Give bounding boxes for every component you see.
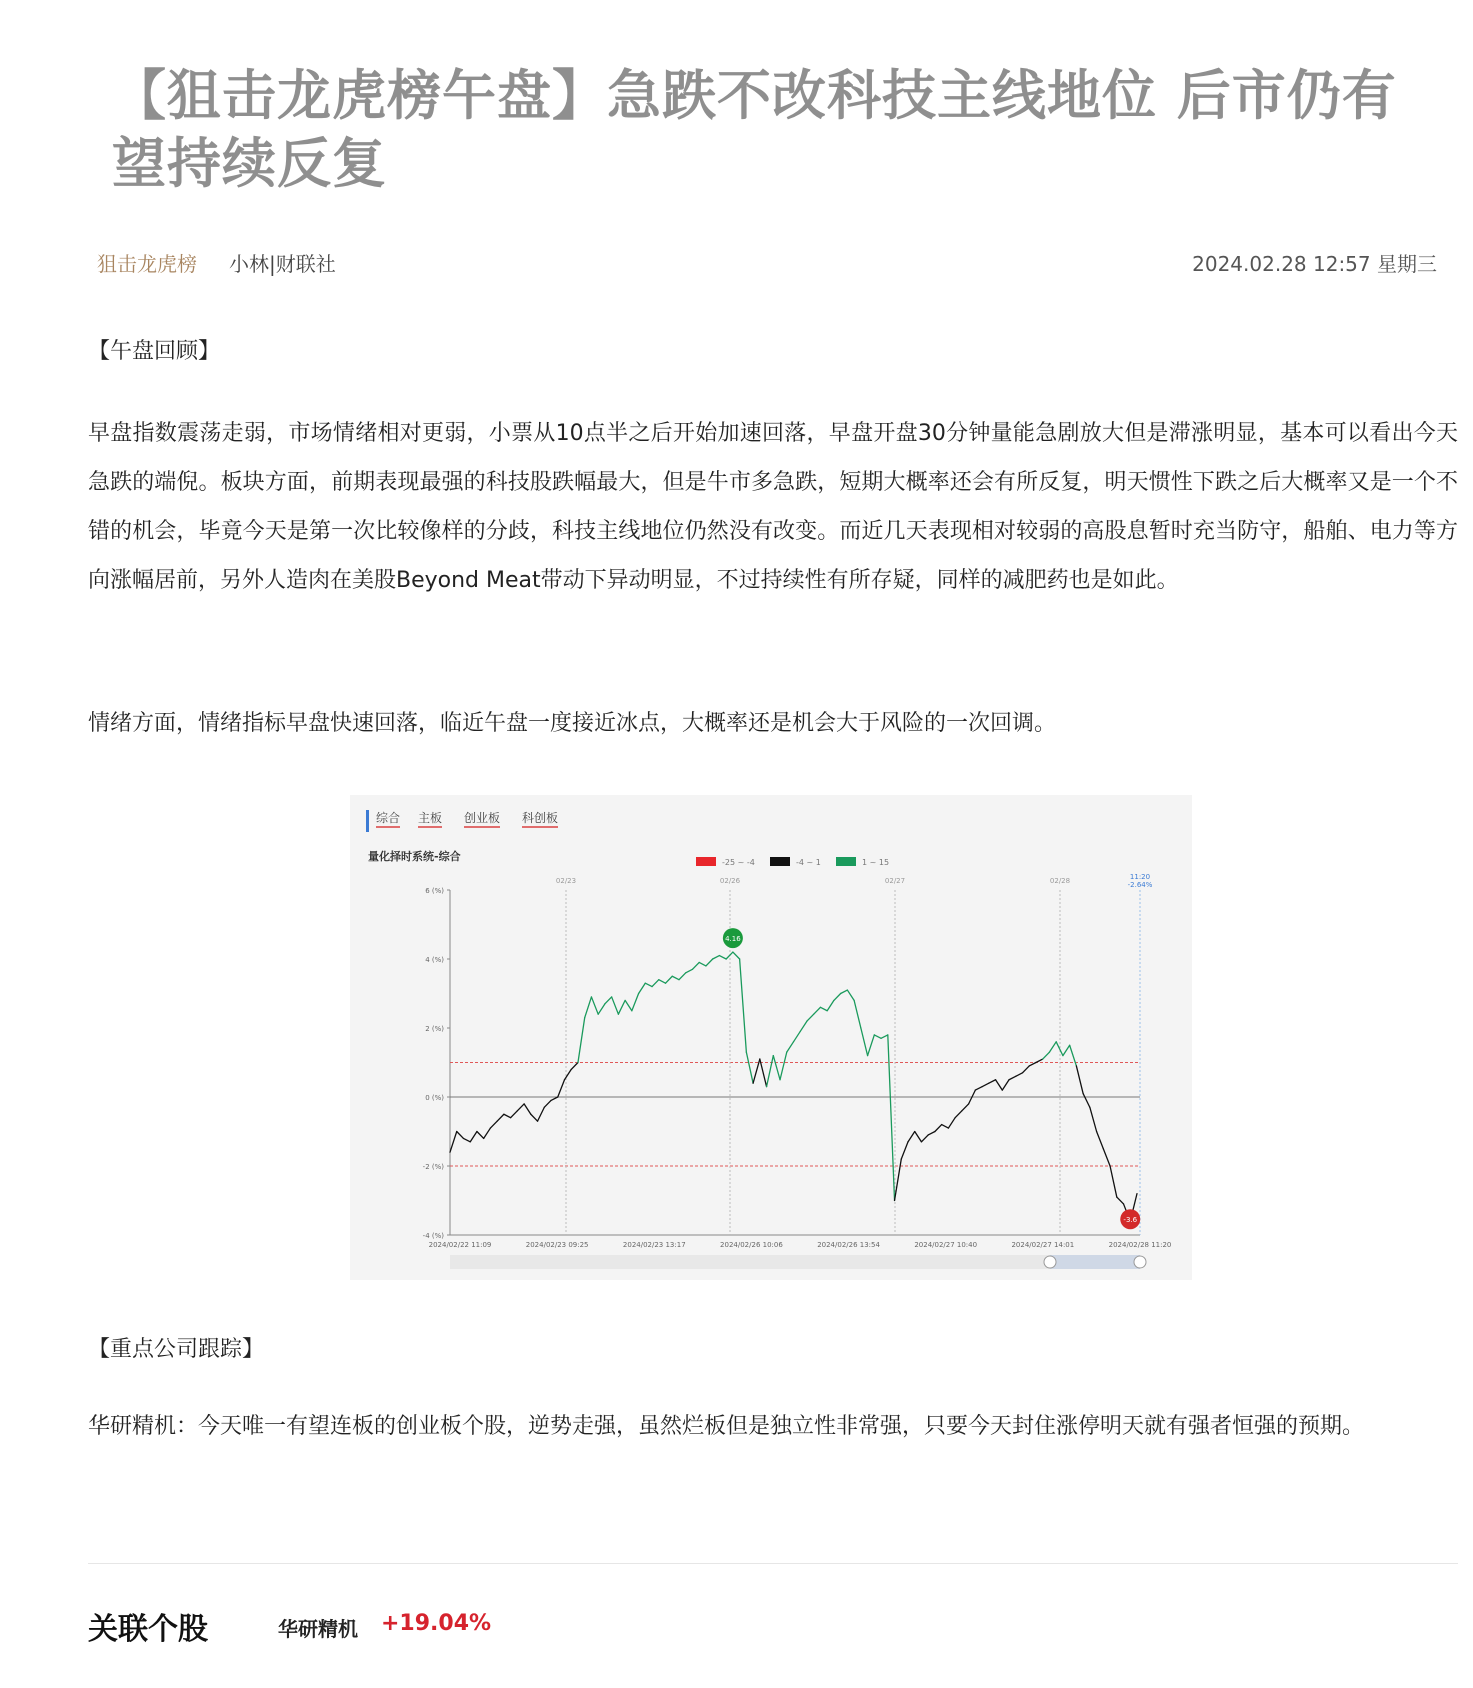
series-segment: [679, 973, 686, 980]
section-heading-tracking: 【重点公司跟踪】: [88, 1337, 265, 1362]
x-tick-label: 2024/02/23 09:25: [525, 1241, 589, 1249]
series-segment: [1090, 1107, 1097, 1131]
legend-label: 1 ~ 15: [862, 858, 890, 867]
series-segment: [692, 962, 699, 969]
series-segment: [625, 1000, 632, 1010]
series-segment: [982, 1083, 989, 1086]
series-segment: [1049, 1042, 1056, 1052]
series-segment: [726, 952, 733, 959]
article-title: 【狙击龙虎榜午盘】急跌不改科技主线地位 后市仍有望持续反复: [112, 64, 1397, 195]
series-segment: [511, 1111, 518, 1118]
series-segment: [928, 1132, 935, 1135]
series-segment: [760, 1059, 767, 1087]
related-stock-name[interactable]: 华研精机: [278, 1617, 358, 1641]
series-segment: [571, 1063, 578, 1070]
series-segment: [1023, 1066, 1030, 1073]
legend-swatch: [696, 857, 716, 866]
series-segment: [706, 959, 713, 966]
day-marker-label: 02/26: [719, 877, 741, 885]
series-segment: [713, 956, 720, 959]
series-segment: [544, 1100, 551, 1107]
series-segment: [794, 1031, 801, 1041]
publish-datetime: 2024.02.28 12:57 星期三: [1192, 252, 1437, 276]
day-marker-label: 02/28: [1049, 877, 1071, 885]
current-time-label: 11:20: [1129, 873, 1151, 881]
series-segment: [517, 1104, 524, 1111]
series-segment: [1103, 1149, 1110, 1166]
series-segment: [585, 997, 592, 1018]
series-segment: [935, 1125, 942, 1132]
series-segment: [1083, 1094, 1090, 1108]
series-segment: [841, 990, 848, 993]
series-segment: [814, 1007, 821, 1014]
chart-tab: 创业板: [464, 811, 501, 825]
series-segment: [605, 997, 612, 1004]
related-stocks-title: 关联个股: [88, 1612, 208, 1647]
x-tick-label: 2024/02/23 13:17: [622, 1241, 686, 1249]
series-segment: [942, 1125, 949, 1128]
series-segment: [477, 1132, 484, 1139]
series-segment: [767, 1056, 774, 1087]
series-segment: [558, 1080, 565, 1097]
x-tick-label: 2024/02/27 14:01: [1011, 1241, 1075, 1249]
chart-tab: 主板: [418, 811, 443, 825]
series-segment: [827, 1000, 834, 1010]
section-heading-review: 【午盘回顾】: [88, 339, 221, 364]
market-timing-chart: [350, 795, 1192, 1280]
current-value-label: -2.64%: [1127, 881, 1153, 889]
series-segment: [1117, 1197, 1124, 1204]
chart-tab-marker: [366, 810, 369, 832]
y-tick-label: 0 (%): [425, 1094, 444, 1102]
series-segment: [921, 1135, 928, 1142]
peak-label: 4.16: [725, 935, 741, 944]
x-tick-label: 2024/02/28 11:20: [1108, 1241, 1172, 1249]
series-segment: [780, 1052, 787, 1080]
series-segment: [989, 1080, 996, 1083]
series-segment: [948, 1118, 955, 1128]
series-segment: [881, 1035, 888, 1038]
series-segment: [740, 959, 747, 1052]
series-segment: [463, 1138, 470, 1141]
source-link[interactable]: 狙击龙虎榜: [97, 252, 197, 276]
article-meta: [97, 248, 1437, 280]
series-segment: [1016, 1073, 1023, 1076]
series-segment: [901, 1142, 908, 1159]
x-tick-label: 2024/02/22 11:09: [428, 1241, 492, 1249]
series-segment: [719, 956, 726, 959]
series-segment: [632, 994, 639, 1011]
review-paragraph-1: 早盘指数震荡走弱，市场情绪相对更弱，小票从10点半之后开始加速回落，早盘开盘30分钟量能急剧放大但是滞涨明显，基本可以看出今天急跌的端倪。板块方面，前期表现最强的科技股跌幅最大，但是牛市多急跌，短期大概率还会有所反复，明天惯性下跌之后大概率又是一个不错的机会，毕竟今天是第一次比较像样的分歧，科技主线地位仍然没有改变。而近几天表现相对较弱的高股息暂时充当防守，船舶、电力等方向涨幅居前，另外人造肉在美股Beyond Meat带动下异动明显，不过持续性有所存疑，同样的减肥药也是如此。: [88, 421, 1458, 593]
legend-swatch: [836, 857, 856, 866]
x-tick-label: 2024/02/26 10:06: [720, 1241, 783, 1249]
series-segment: [733, 952, 740, 959]
series-segment: [612, 997, 619, 1014]
range-slider-handle-right: [1134, 1256, 1146, 1268]
tracking-paragraph: 华研精机：今天唯一有望连板的创业板个股，逆势走强，虽然烂板但是独立性非常强，只要今天封住涨停明天就有强者恒强的预期。: [88, 1414, 1365, 1439]
divider: [88, 1563, 1458, 1564]
series-segment: [1063, 1045, 1070, 1055]
range-slider-track: [450, 1255, 1140, 1269]
series-segment: [699, 962, 706, 965]
series-segment: [908, 1132, 915, 1142]
legend-label: -25 ~ -4: [722, 858, 755, 867]
legend-swatch: [770, 857, 790, 866]
series-segment: [1097, 1132, 1104, 1149]
series-segment: [861, 1028, 868, 1056]
series-segment: [490, 1121, 497, 1128]
series-segment: [497, 1114, 504, 1121]
series-segment: [1036, 1059, 1043, 1062]
series-segment: [895, 1159, 902, 1200]
series-segment: [1076, 1066, 1083, 1094]
series-segment: [470, 1132, 477, 1142]
range-slider-handle-left: [1044, 1256, 1056, 1268]
series-segment: [450, 1132, 457, 1153]
related-stock-change: +19.04%: [381, 1611, 492, 1636]
series-segment: [996, 1080, 1003, 1090]
series-segment: [773, 1056, 780, 1080]
y-tick-label: 4 (%): [425, 956, 444, 964]
series-segment: [659, 980, 666, 983]
series-segment: [1009, 1076, 1016, 1079]
series-segment: [652, 980, 659, 987]
chart-tab: 综合: [376, 811, 401, 825]
trough-label: -3.6: [1123, 1216, 1138, 1225]
y-tick-label: -4 (%): [422, 1232, 444, 1240]
series-segment: [457, 1132, 464, 1139]
series-segment: [578, 1018, 585, 1063]
series-segment: [1043, 1052, 1050, 1059]
series-segment: [955, 1111, 962, 1118]
y-tick-label: 2 (%): [425, 1025, 444, 1033]
series-segment: [598, 1004, 605, 1014]
series-segment: [618, 1000, 625, 1014]
x-tick-label: 2024/02/26 13:54: [817, 1241, 880, 1249]
chart-title: 量化择时系统-综合: [368, 850, 461, 863]
series-segment: [504, 1114, 511, 1117]
chart-svg: [350, 795, 1192, 1280]
series-segment: [538, 1107, 545, 1121]
series-segment: [962, 1104, 969, 1111]
series-segment: [1029, 1063, 1036, 1066]
series-segment: [672, 976, 679, 979]
series-segment: [854, 1000, 861, 1028]
series-segment: [874, 1035, 881, 1038]
legend-label: -4 ~ 1: [796, 858, 821, 867]
range-slider-window: [1050, 1255, 1140, 1269]
series-segment: [915, 1132, 922, 1142]
series-segment: [746, 1052, 753, 1083]
series-segment: [868, 1035, 875, 1056]
series-segment: [1110, 1166, 1117, 1197]
series-segment: [834, 994, 841, 1001]
y-tick-label: -2 (%): [422, 1163, 444, 1171]
series-segment: [807, 1014, 814, 1021]
series-segment: [1002, 1080, 1009, 1090]
series-segment: [639, 983, 646, 993]
day-marker-label: 02/23: [555, 877, 577, 885]
series-segment: [800, 1021, 807, 1031]
day-marker-label: 02/27: [884, 877, 906, 885]
chart-tab: 科创板: [522, 811, 559, 825]
series-segment: [645, 983, 652, 986]
series-segment: [888, 1035, 895, 1201]
series-segment: [531, 1114, 538, 1121]
series-segment: [787, 1042, 794, 1052]
series-segment: [484, 1128, 491, 1138]
series-segment: [847, 990, 854, 1000]
series-segment: [666, 976, 673, 983]
y-tick-label: 6 (%): [425, 887, 444, 895]
x-tick-label: 2024/02/27 10:40: [914, 1241, 978, 1249]
author-name: 小林|财联社: [229, 252, 336, 276]
series-segment: [975, 1087, 982, 1090]
series-segment: [551, 1097, 558, 1100]
series-segment: [524, 1104, 531, 1114]
review-paragraph-2: 情绪方面，情绪指标早盘快速回落，临近午盘一度接近冰点，大概率还是机会大于风险的一次回调。: [88, 711, 1057, 736]
series-segment: [820, 1007, 827, 1010]
series-segment: [591, 997, 598, 1014]
series-segment: [686, 969, 693, 972]
